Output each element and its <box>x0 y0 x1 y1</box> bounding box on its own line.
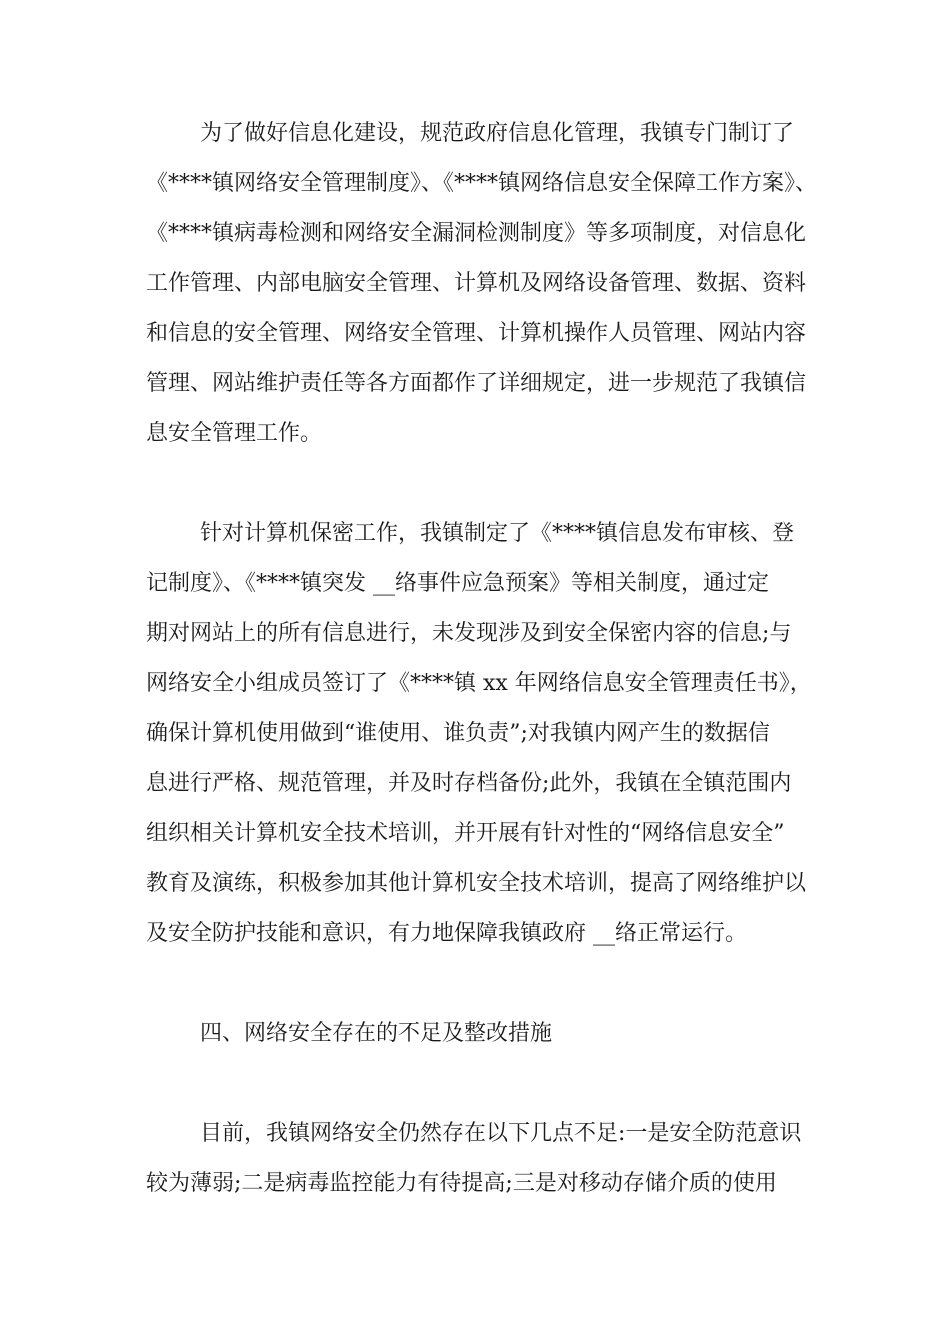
paragraph-line: 记制度》、《****镇突发 __络事件应急预案》等相关制度，通过定 <box>146 571 769 596</box>
paragraph-line: 较为薄弱;二是病毒监控能力有待提高;三是对移动存储介质的使用 <box>146 1171 777 1196</box>
paragraph-line: 为了做好信息化建设，规范政府信息化管理，我镇专门制订了 <box>200 121 795 146</box>
paragraph-line: 及安全防护技能和意识，有力地保障我镇政府 __络正常运行。 <box>146 921 747 946</box>
paragraph-line: 息进行严格、规范管理，并及时存档备份;此外，我镇在全镇范围内 <box>146 771 792 796</box>
paragraph-line: 目前，我镇网络安全仍然存在以下几点不足:一是安全防范意识 <box>200 1121 802 1146</box>
paragraph-line: 针对计算机保密工作，我镇制定了《****镇信息发布审核、登 <box>200 521 795 546</box>
paragraph-line: 《****镇病毒检测和网络安全漏洞检测制度》等多项制度，对信息化 <box>146 221 807 246</box>
paragraph-line: 教育及演练，积极参加其他计算机安全技术培训，提高了网络维护以 <box>146 871 807 896</box>
heading-line: 四、网络安全存在的不足及整改措施 <box>200 1021 553 1046</box>
paragraph-line: 和信息的安全管理、网络安全管理、计算机操作人员管理、网站内容 <box>146 321 807 346</box>
paragraph-line: 《****镇网络安全管理制度》、《****镇网络信息安全保障工作方案》、 <box>146 171 818 196</box>
paragraph-line: 息安全管理工作。 <box>146 421 323 446</box>
paragraph-line: 确保计算机使用做到“谁使用、谁负责”;对我镇内网产生的数据信 <box>146 721 770 746</box>
paragraph-line: 工作管理、内部电脑安全管理、计算机及网络设备管理、数据、资料 <box>146 271 807 296</box>
paragraph-line: 管理、网站维护责任等各方面都作了详细规定，进一步规范了我镇信 <box>146 371 807 396</box>
paragraph-line: 组织相关计算机安全技术培训，并开展有针对性的“网络信息安全” <box>146 821 785 846</box>
paragraph-line: 期对网站上的所有信息进行，未发现涉及到安全保密内容的信息;与 <box>146 621 792 646</box>
paragraph-line: 网络安全小组成员签订了《****镇 xx 年网络信息安全管理责任书》， <box>146 671 812 696</box>
